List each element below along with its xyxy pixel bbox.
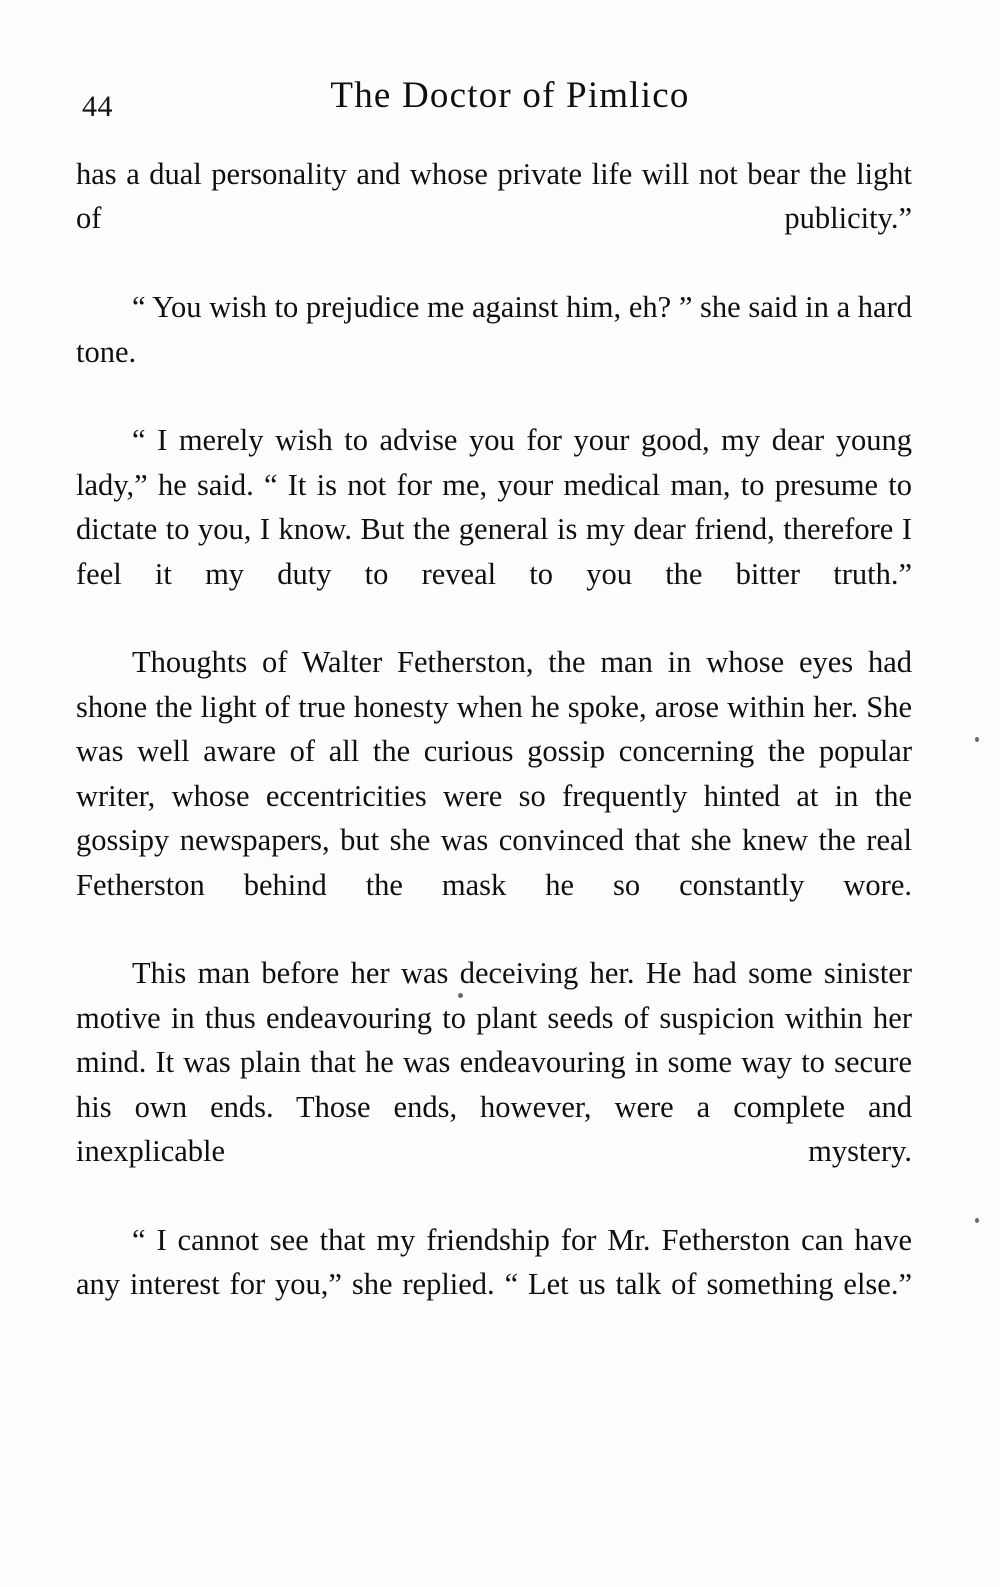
page-speck <box>975 737 979 742</box>
paragraph: “ I cannot see that my friendship for Mr. Fetherston can have any interest for you,” she replied. “ Let us talk of something else.” <box>76 1222 912 1302</box>
page-speck <box>975 1218 979 1223</box>
paragraph: Thoughts of Walter Fetherston, the man in whose eyes had shone the light of true honesty when he spoke, arose within her. She was well aware of all the curious gossip concerning the popular writer, whose eccentricities were so frequently hinted at in the gossipy newspapers, but she was convinced that she knew the real Fetherston behind the mask he so constantly wore. <box>76 645 912 902</box>
page-number: 44 <box>82 90 113 123</box>
page-header <box>78 74 922 134</box>
paragraph: This man before her was deceiving her. He had some sinister motive in thus endeavouring to plant seeds of suspicion within her mind. It was plain that he was endeavouring in some way to secure his own ends. Those ends, however, were a complete and inexplicable mystery. <box>76 956 912 1168</box>
paragraph: has a dual personality and whose private life will not bear the light of publicity.” <box>76 157 912 236</box>
page-body <box>76 152 912 1351</box>
running-title: The Doctor of Pimlico <box>330 75 690 116</box>
paragraph: “ You wish to prejudice me against him, eh? ” she said in a hard tone. <box>76 290 912 369</box>
page-speck <box>458 993 463 998</box>
paragraph: “ I merely wish to advise you for your good, my dear young lady,” he said. “ It is not for me, your medical man, to presume to dictate to you, I know. But the general is my dear friend, therefore I feel it my duty to reveal to you the bitter truth.” <box>76 423 912 591</box>
